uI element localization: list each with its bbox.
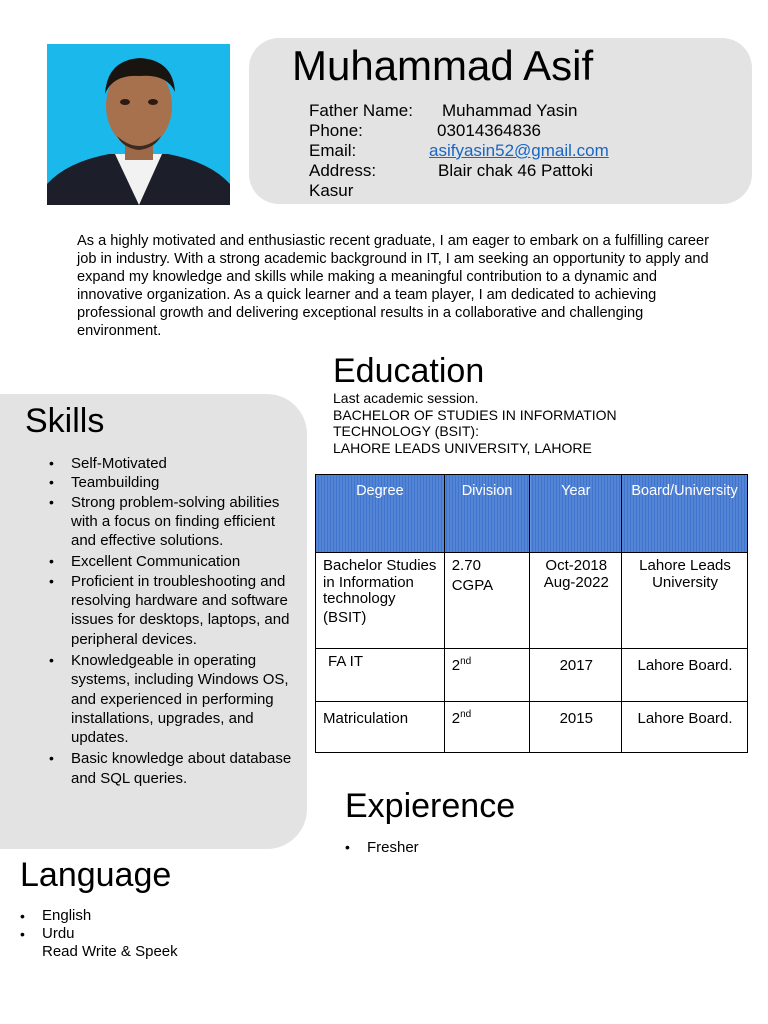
board-cell: Lahore Board. <box>622 649 748 702</box>
experience-list <box>345 838 419 857</box>
list-item: • Self-Motivated <box>49 454 304 473</box>
list-item: • English <box>20 907 91 925</box>
division-value: 2 <box>451 710 461 727</box>
year-cell: 2017 <box>530 649 622 702</box>
address-value: Blair chak 46 Pattoki <box>438 161 593 180</box>
board-cell: Lahore Leads University <box>622 553 748 649</box>
skills-list <box>49 454 304 788</box>
ordinal-suffix: nd <box>460 709 472 720</box>
skills-heading: Skills <box>25 402 105 440</box>
contact-row-address <box>309 161 729 181</box>
candidate-name: Muhammad Asif <box>292 42 594 89</box>
table-row <box>316 649 748 702</box>
father-name-value: Muhammad Yasin <box>442 101 578 120</box>
contact-row-email <box>309 141 729 161</box>
profile-photo <box>47 44 230 205</box>
division-value: 2.70 <box>451 557 481 574</box>
education-table <box>315 474 748 753</box>
experience-heading: Expierence <box>345 787 516 825</box>
contact-label: Phone: <box>309 121 363 140</box>
column-header-division: Division <box>444 475 530 553</box>
degree-cell: FA IT <box>316 649 445 702</box>
education-institute: LAHORE LEADS UNIVERSITY, LAHORE <box>333 439 592 456</box>
column-header-year: Year <box>530 475 622 553</box>
address-line-2: Kasur <box>309 181 354 200</box>
division-cell <box>444 649 530 702</box>
degree-cell: Matriculation <box>316 702 445 753</box>
list-item: • Fresher <box>345 838 419 857</box>
division-cell <box>444 553 530 649</box>
degree-name: Bachelor Studies in Information technology <box>323 557 437 607</box>
division-value: 2 <box>451 657 461 674</box>
division-cell <box>444 702 530 753</box>
list-item: • Excellent Communication <box>49 552 304 571</box>
education-summary <box>333 390 713 456</box>
degree-cell <box>316 553 445 649</box>
list-item: • Knowledgeable in operating systems, including Windows OS, and experienced in performing installations, upgrades, and updates. <box>49 651 304 747</box>
table-header-row <box>316 475 748 553</box>
contact-row-father <box>309 101 729 121</box>
list-item: • Urdu <box>20 925 91 943</box>
contact-details <box>309 101 729 201</box>
career-summary: As a highly motivated and enthusiastic recent graduate, I am eager to embark on a fulfilling career job in industry. With a strong academic background in IT, I am seeking an opportunity to apply and expand my knowledge and skills while making a meaningful contribution to a dynamic and innovative organization. As a quick learner and a team player, I am dedicated to achieving professional growth and delivering exceptional results in a collaborative and challenging environment. <box>77 233 709 339</box>
contact-label: Father Name: <box>309 101 413 120</box>
contact-row-phone <box>309 121 729 141</box>
list-item: • Teambuilding <box>49 473 304 492</box>
year-start: Oct-2018 <box>545 557 608 574</box>
list-item: • Strong problem-solving abilities with a focus on finding efficient and effective solutions. <box>49 493 304 551</box>
list-item: • Basic knowledge about database and SQL queries. <box>49 749 304 788</box>
board-cell: Lahore Board. <box>622 702 748 753</box>
language-proficiency-note: Read Write & Speek <box>42 943 178 960</box>
education-degree-line: BACHELOR OF STUDIES IN INFORMATION TECHNOLOGY (BSIT): <box>333 406 617 439</box>
language-heading: Language <box>20 856 172 894</box>
education-session: Last academic session. <box>333 390 479 406</box>
table-row <box>316 553 748 649</box>
year-cell: 2015 <box>530 702 622 753</box>
language-list <box>20 907 91 943</box>
division-unit: CGPA <box>451 576 494 594</box>
education-heading: Education <box>333 352 485 390</box>
person-portrait <box>47 44 230 205</box>
email-link[interactable]: asifyasin52@gmail.com <box>429 141 609 160</box>
contact-label: Address: <box>309 161 377 180</box>
year-cell <box>530 553 622 649</box>
column-header-board: Board/University <box>622 475 748 553</box>
year-end: Aug-2022 <box>543 573 609 591</box>
table-row <box>316 702 748 753</box>
contact-label: Email: <box>309 141 357 160</box>
phone-value: 03014364836 <box>437 121 542 140</box>
list-item: • Proficient in troubleshooting and resolving hardware and software issues for desktops, laptops, and peripheral devices. <box>49 572 304 649</box>
degree-abbreviation: (BSIT) <box>323 608 367 626</box>
column-header-degree: Degree <box>316 475 445 553</box>
ordinal-suffix: nd <box>460 656 472 667</box>
